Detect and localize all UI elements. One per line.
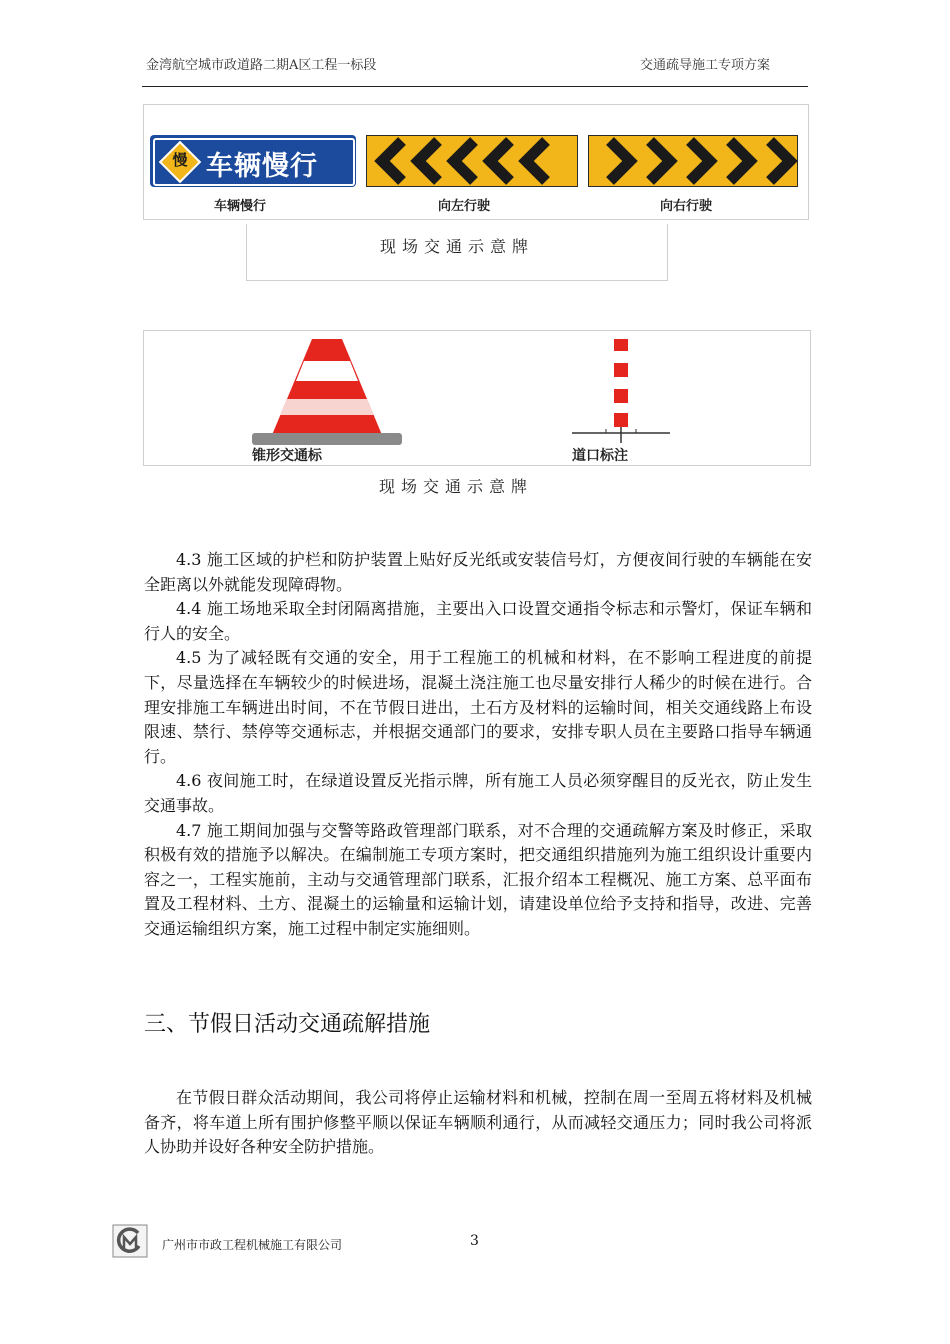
section-title: 三、节假日活动交通疏解措施 [144,1012,431,1037]
page-number: 3 [470,1233,479,1249]
header-divider [142,86,808,87]
figure1-caption: 现场交通示意牌 [379,237,534,256]
figure2-caption: 现场交通示意牌 [378,477,533,496]
paragraph-4-6: 4.6 夜间施工时，在绿道设置反光指示牌，所有施工人员必须穿醒目的反光衣，防止发生交通事故。 [144,771,812,815]
section-paragraph: 在节假日群众活动期间，我公司将停止运输材料和机械，控制在周一至周五将材料及机械备齐，将车道上所有围护修整平顺以保证车辆顺利通行，从而减轻交通压力；同时我公司将派人协助并设好各种安全防护措施。 [144,1088,812,1157]
paragraph-4-7: 4.7 施工期间加强与交警等路政管理部门联系，对不合理的交通疏解方案及时修正，采取积极有效的措施予以解决。在编制施工专项方案时，把交通组织措施列为施工组织设计重要内容之一，工程实施前，主动与交通管理部门联系，汇报介绍本工程概况、施工方案、总平面布置及工程材料、土方、混凝土的运输量和运输计划，请建设单位给予支持和指导，改进、完善交通运输组织方案，施工过程中制定实施细则。 [144,820,812,938]
body-text-block [144,548,812,942]
left-sign-label: 向左行驶 [438,199,491,214]
company-logo-icon [112,1224,148,1258]
traffic-cone-label: 锥形交通标 [252,448,322,464]
slow-vehicle-sign [150,135,356,187]
crossing-post-label: 道口标注 [572,448,628,464]
figure-traffic-signs [143,104,809,220]
chevron-left-icon [366,135,578,187]
paragraph-4-4: 4.4 施工场地采取全封闭隔离措施，主要出入口设置交通指令标志和示警灯，保证车辆和行人的安全。 [144,599,812,643]
header-document-title: 交通疏导施工专项方案 [640,58,771,73]
traffic-cone-icon [242,335,412,447]
footer-company-name: 广州市市政工程机械施工有限公司 [162,1238,343,1252]
chevron-right-icon [588,135,798,187]
section-text-block [144,1086,812,1160]
figure1-caption-box [246,224,668,281]
paragraph-4-3: 4.3 施工区域的护栏和防护装置上贴好反光纸或安装信号灯，方便夜间行驶的车辆能在安全距离以外就能发现障碍物。 [144,550,812,594]
slow-sign-label: 车辆慢行 [214,199,267,214]
slow-sign-text: 车辆慢行 [206,151,318,182]
right-sign-label: 向右行驶 [660,199,713,214]
slow-badge-text: 慢 [172,151,188,169]
crossing-post-icon [566,337,676,445]
figure-traffic-cone-and-post [143,330,811,466]
header-project-title: 金湾航空城市政道路二期A区工程一标段 [146,58,377,73]
paragraph-4-5: 4.5 为了减轻既有交通的安全，用于工程施工的机械和材料，在不影响工程进度的前提下，尽量选择在车辆较少的时候进场，混凝土浇注施工也尽量安排行人稀少的时候在进行。合理安排施工车辆进出时间，不在节假日进出，土石方及材料的运输时间，相关交通线路上布设限速、禁行、禁停等交通标志，并根据交通部门的要求，安排专职人员在主要路口指导车辆通行。 [144,648,812,766]
